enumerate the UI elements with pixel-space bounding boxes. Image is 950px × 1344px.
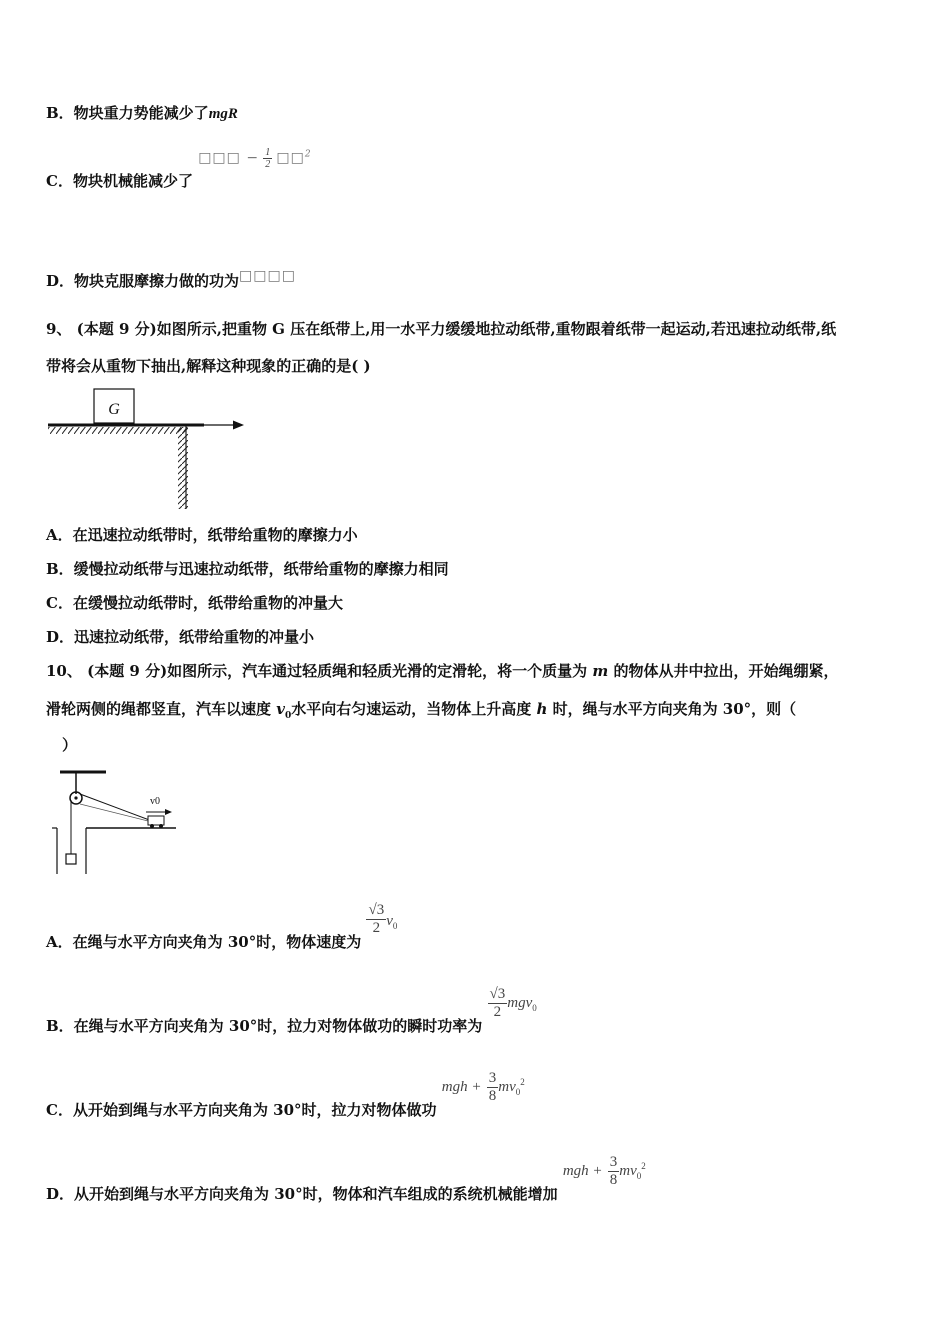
- q10-object: [66, 854, 76, 864]
- q9-stem-line2: 带将会从重物下抽出,解释这种现象的正确的是( ): [46, 357, 371, 375]
- q10-option-c: C．从开始到绳与水平方向夹角为 30°时，拉力对物体做功 mgh + $\frac{3}{8}$ $mv_0^2$: [46, 1070, 525, 1119]
- q10-stem-line1: 10、 (本题 9 分)如图所示，汽车通过轻质绳和轻质光滑的定滑轮，将一个质量为 m 的物体从井中拉出，开始绳绷紧，: [46, 662, 839, 680]
- q9-weight-label: G: [108, 401, 120, 418]
- q10-option-d-fraction: $\frac{3}{8}$: [609, 1154, 618, 1188]
- q10-car: [148, 816, 164, 825]
- q8-option-b: B．物块重力势能减少了mgR: [46, 104, 238, 122]
- q9-stem-line1: 9、 (本题 9 分)如图所示,把重物 G 压在纸带上,用一水平力缓缓地拉动纸带,重物跟着纸带一起运动,若迅速拉动纸带,纸: [46, 320, 837, 338]
- q9-option-c: C．在缓慢拉动纸带时，纸带给重物的冲量大: [46, 594, 343, 612]
- q10-stem-line3: ）: [62, 736, 78, 754]
- q9-option-a: A．在迅速拉动纸带时，纸带给重物的摩擦力小: [46, 526, 358, 544]
- q9-table-top-hatch: [48, 427, 188, 434]
- q10-velocity-label: v0: [150, 796, 160, 807]
- q10-stem-line2: 滑轮两侧的绳都竖直，汽车以速度 $v_0$水平向右匀速运动，当物体上升高度 h 时，绳与水平方向夹角为 30°，则（: [46, 700, 797, 721]
- q9-figure: [44, 386, 250, 512]
- q8-option-c-fraction: $\frac{1}{2}$: [265, 147, 271, 170]
- q8-option-b-expr: mgR: [208, 106, 238, 122]
- q8-option-d: D．物块克服摩擦力做的功为□□□□: [46, 268, 296, 290]
- q10-option-d: D．从开始到绳与水平方向夹角为 30°时，物体和汽车组成的系统机械能增加 mgh + $\frac{3}{8}$ $mv_0^2$: [46, 1154, 646, 1203]
- q10-option-a-fraction: $\frac{√3}{2}$: [368, 902, 385, 936]
- q10-option-a: A．在绳与水平方向夹角为 30°时，物体速度为 $\frac{√3}{2}$ $v_0$: [46, 902, 398, 951]
- q8-option-c-expr: □□□ − $\frac{1}{2}$ □□$^2$: [198, 147, 311, 170]
- q10-option-c-fraction: $\frac{3}{8}$: [488, 1070, 497, 1104]
- q8-option-d-expr: □□□□: [239, 268, 296, 284]
- q10-option-b: B．在绳与水平方向夹角为 30°时，拉力对物体做功的瞬时功率为 $\frac{√3}{2}$ mgv$_0$: [46, 986, 537, 1035]
- q10-figure: [52, 766, 186, 876]
- q8-option-c: C．物块机械能减少了 □□□ − $\frac{1}{2}$ □□$^2$: [46, 147, 311, 190]
- q10-option-b-fraction: $\frac{√3}{2}$: [489, 986, 506, 1020]
- q9-option-d: D．迅速拉动纸带，纸带给重物的冲量小: [46, 628, 315, 646]
- q9-pull-arrow-head: [233, 421, 244, 430]
- q9-option-b: B．缓慢拉动纸带与迅速拉动纸带，纸带给重物的摩擦力相同: [46, 560, 449, 578]
